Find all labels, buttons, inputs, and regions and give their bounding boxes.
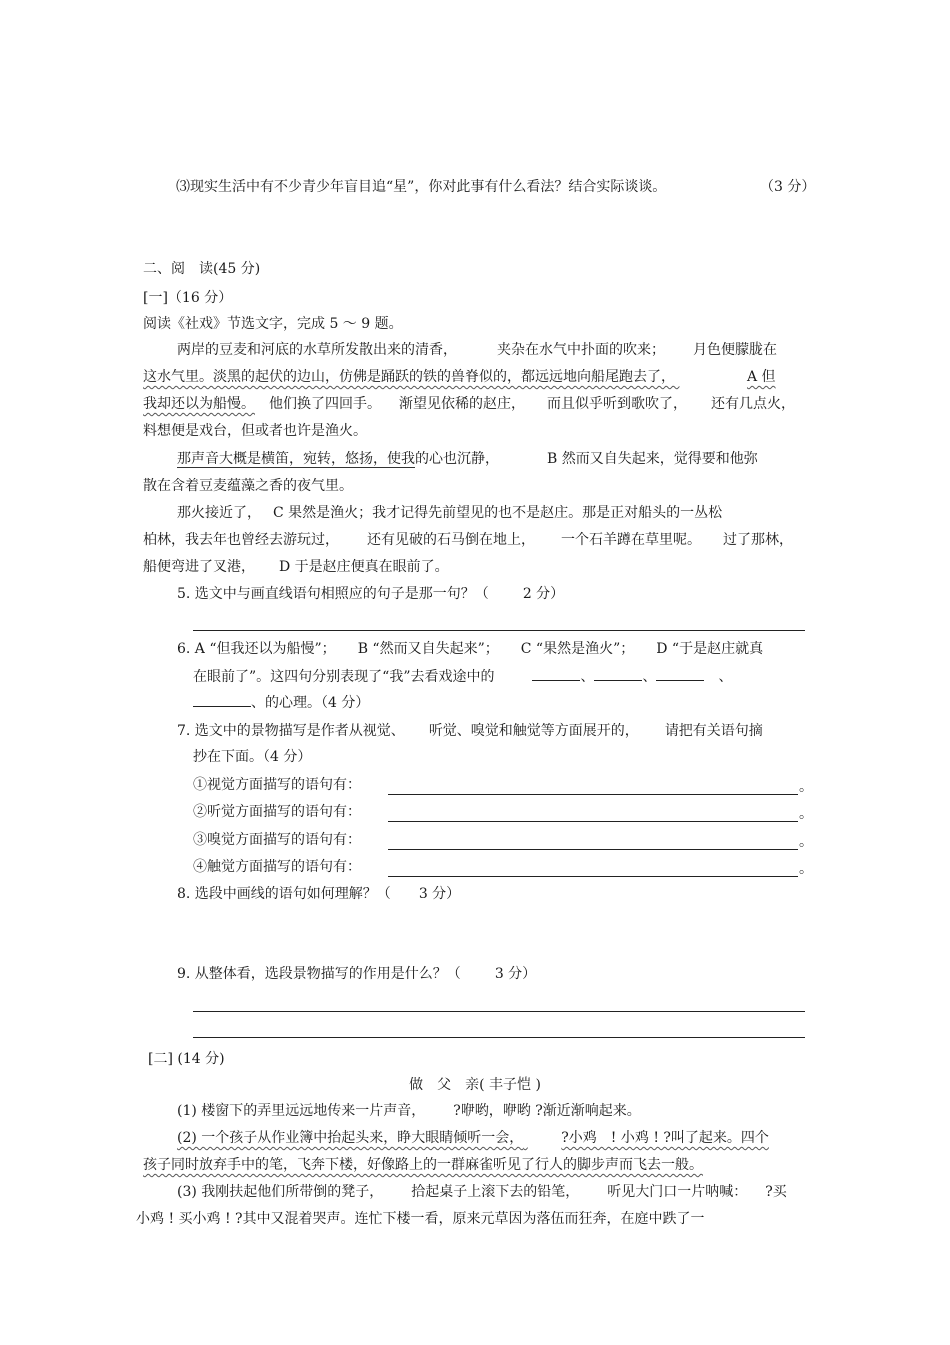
marker-a: A 但 <box>747 369 776 385</box>
question-6-line1: 6. A “但我还以为船慢”； B “然而又自失起来”； C “果然是渔火”； D “于是赵庄就真 <box>177 641 764 657</box>
blank-3[interactable] <box>656 666 704 681</box>
answer-line-smell[interactable] <box>388 849 798 850</box>
article-para2-line1: (2) 一个孩子从作业簿中抬起头来，睁大眼睛倾听一会， ?小鸡 ! 小鸡 ! ?叫了起来。四个 <box>177 1130 769 1146</box>
marker-a-continued: 我却还以为船慢。 <box>143 396 255 412</box>
question-3 <box>176 177 666 197</box>
para3-line2: 柏林，我去年也曾经去游玩过， 还有见破的石马倒在地上， 一个石羊蹲在草里呢。 过了那林， <box>143 532 793 548</box>
answer-line-visual[interactable] <box>388 794 798 795</box>
wavy-underlined-text: 这水气里。淡黑的起伏的边山，仿佛是踊跃的铁的兽脊似的，都远远地向船尾跑去了， <box>143 369 675 385</box>
smell-item-label: ③嗅觉方面描写的语句有： <box>193 832 361 848</box>
auditory-item-label: ②听觉方面描写的语句有： <box>193 804 361 820</box>
answer-line-touch[interactable] <box>388 876 798 877</box>
section-title: 二、阅 读(45 分) <box>143 261 261 277</box>
question-7-line1: 7. 选文中的景物描写是作者从视觉、 听觉、嗅觉和触觉等方面展开的， 请把有关语句摘 <box>177 723 763 739</box>
para3-line1: 那火接近了， C 果然是渔火；我才记得先前望见的也不是赵庄。那是正对船头的一丛松 <box>177 505 723 521</box>
article-para3-line2: 小鸡 ! 买小鸡 ! ?其中又混着哭声。连忙下楼一看，原来元草因为落伍而狂奔，在庭中跌了一 <box>136 1211 705 1227</box>
answer-line-q9-2[interactable] <box>193 1037 805 1038</box>
answer-line-q5[interactable] <box>193 630 805 631</box>
blank-1[interactable] <box>532 666 580 681</box>
para1-line2 <box>143 367 776 387</box>
article-para1: (1) 楼窗下的弄里远远地传来一片声音， ?咿哟，咿哟 ?渐近渐响起来。 <box>177 1103 641 1119</box>
question-3-text: ⑶现实生活中有不少青少年盲目追“星”，你对此事有什么看法？结合实际谈谈。 <box>176 179 667 195</box>
marker-d: D 于是赵庄便真在眼前了。 <box>279 559 449 575</box>
article-para3-line1: (3) 我刚扶起他们所带倒的凳子， 拾起桌子上滚下去的铅笔， 听见大门口一片呐喊： ?买 <box>177 1184 787 1200</box>
article-para2-line2 <box>143 1155 703 1175</box>
question-7-line2: 抄在下面。（4 分） <box>193 749 312 765</box>
answer-line-auditory[interactable] <box>388 821 798 822</box>
part1-intro: 阅读《社戏》节选文字，完成 5 ～ 9 题。 <box>143 316 403 332</box>
para2-line1: 那声音大概是横笛，宛转，悠扬，使我的心也沉静， B 然而又自失起来，觉得要和他弥 <box>177 451 758 467</box>
part1-header: [一]（16 分） <box>143 290 233 306</box>
para1-line3: 我却还以为船慢。 他们换了四回手。 渐望见依稀的赵庄， 而且似乎听到歌吹了， 还有几点火， <box>143 396 795 412</box>
touch-item-label: ④触觉方面描写的语句有： <box>193 859 361 875</box>
para1-line1: 两岸的豆麦和河底的水草所发散出来的清香， 夹杂在水气中扑面的吹来； 月色便朦胧在 <box>177 342 777 358</box>
article-title: 做 父 亲( 丰子恺 ) <box>409 1077 541 1093</box>
question-6-line2: 在眼前了”。这四句分别表现了“我”去看戏途中的 、 、 、 <box>193 666 732 687</box>
question-8: 8. 选段中画线的语句如何理解？（ 3 分） <box>177 886 461 902</box>
period: 。 <box>799 779 813 795</box>
period: 。 <box>799 806 813 822</box>
blank-4[interactable] <box>193 692 251 707</box>
question-5: 5. 选文中与画直线语句相照应的句子是那一句？（ 2 分） <box>177 586 565 602</box>
para3-line3: 船便弯进了叉港， D 于是赵庄便真在眼前了。 <box>143 559 449 575</box>
visual-item-label: ①视觉方面描写的语句有： <box>193 777 361 793</box>
part2-header: [二] (14 分) <box>148 1051 225 1067</box>
straight-underlined-text: 那声音大概是横笛，宛转，悠扬，使我 <box>177 451 415 467</box>
wavy-underlined-text: (2) 一个孩子从作业簿中抬起头来，睁大眼睛倾听一会， <box>177 1130 524 1146</box>
answer-line-q9-1[interactable] <box>193 1011 805 1012</box>
wavy-underlined-text: 孩子同时放弃手中的笔，飞奔下楼，好像路上的一群麻雀听见了行人的脚步声而飞去一般。 <box>143 1157 703 1173</box>
question-9: 9. 从整体看，选段景物描写的作用是什么？（ 3 分） <box>177 966 537 982</box>
marker-b: B 然而又自失起来，觉得要和他弥 <box>547 451 758 467</box>
marker-c: C 果然是渔火；我才记得先前望见的也不是赵庄。那是正对船头的一丛松 <box>273 505 723 521</box>
para2-line2: 散在含着豆麦蕴藻之香的夜气里。 <box>143 478 353 494</box>
question-6-line3: 、的心理。（4 分） <box>193 692 369 713</box>
para1-line4: 料想便是戏台，但或者也许是渔火。 <box>143 423 367 439</box>
period: 。 <box>799 834 813 850</box>
blank-2[interactable] <box>594 666 642 681</box>
period: 。 <box>799 861 813 877</box>
question-3-score: （3 分） <box>760 179 816 195</box>
